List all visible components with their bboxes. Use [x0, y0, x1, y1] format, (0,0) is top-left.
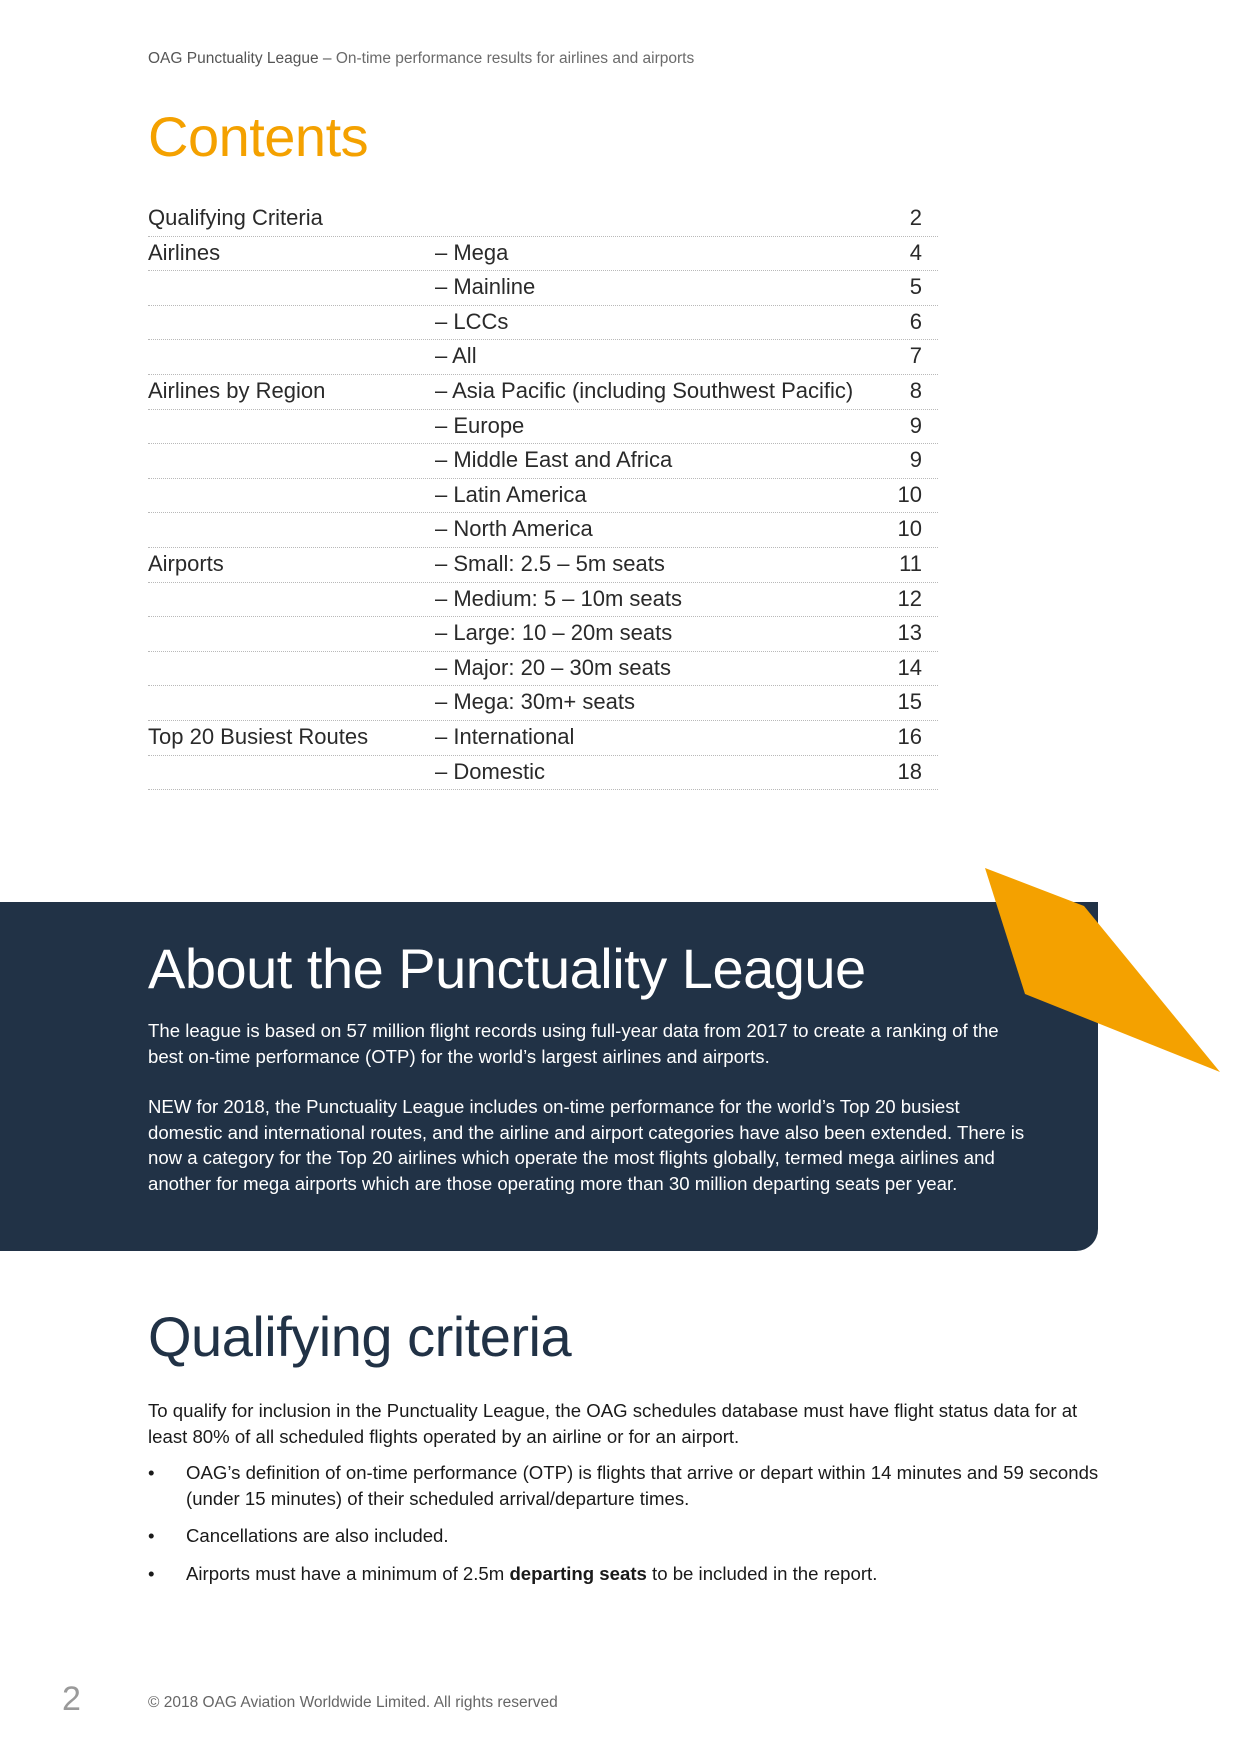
header-title: OAG Punctuality League: [148, 50, 319, 67]
toc-subsection: – All: [435, 343, 477, 369]
toc-subsection: – Middle East and Africa: [435, 447, 673, 473]
bullet: •: [148, 1562, 155, 1584]
list-item-text: Cancellations are also included.: [186, 1525, 449, 1547]
toc-page-number: 9: [909, 412, 922, 438]
list-item-text-post: to be included in the report.: [646, 1562, 878, 1584]
toc-page-number: 18: [897, 758, 922, 784]
toc-row[interactable]: [148, 513, 938, 548]
list-item-text: OAG’s definition of on-time performance (OTP) is flights that arrive or depart within 14 minutes and 59 seconds (under 15 minutes) of their scheduled arrival/departure times.: [186, 1462, 1099, 1509]
toc-page-number: 8: [909, 377, 922, 403]
toc-row[interactable]: [148, 410, 938, 445]
toc-subsection: – Large: 10 – 20m seats: [435, 620, 673, 646]
about-title: About the Punctuality League: [148, 937, 866, 1000]
toc-page-number: 2: [909, 205, 922, 230]
toc-page-number: 15: [897, 689, 922, 715]
toc-page-number: 10: [897, 516, 922, 542]
list-item-text-pre: Airports must have a minimum of 2.5m: [186, 1562, 510, 1584]
toc-row[interactable]: [148, 237, 938, 272]
toc-row[interactable]: [148, 479, 938, 514]
contents-title: Contents: [148, 105, 369, 168]
toc-page-number: 12: [897, 585, 922, 611]
toc-row[interactable]: [148, 756, 938, 791]
toc-page-number: 13: [897, 620, 922, 646]
toc-subsection: – International: [435, 723, 575, 749]
list-item: [148, 1523, 1108, 1549]
toc-row[interactable]: [148, 375, 938, 410]
toc-subsection: – Major: 20 – 30m seats: [435, 654, 672, 680]
about-paragraph-1: The league is based on 57 million flight records using full-year data from 2017 to create a ranking of the best on-time performance (OTP) for the world’s largest airlines and airports.: [148, 1020, 999, 1067]
toc-page-number: 4: [909, 239, 922, 265]
toc-section: Airlines by Region: [148, 377, 326, 403]
toc-subsection: – Asia Pacific (including Southwest Pacific): [435, 377, 854, 403]
toc-subsection: – Mega: 30m+ seats: [435, 689, 635, 715]
toc-section: Airlines: [148, 239, 221, 265]
table-of-contents: [148, 202, 938, 790]
list-item: [148, 1460, 1108, 1511]
toc-page-number: 16: [897, 723, 922, 749]
toc-row[interactable]: [148, 202, 938, 237]
qualifying-title: Qualifying criteria: [148, 1305, 572, 1368]
running-header: [148, 50, 694, 68]
toc-section: Qualifying Criteria: [148, 205, 323, 230]
header-subtitle: On-time performance results for airlines and airports: [335, 50, 695, 67]
bullet: •: [148, 1525, 155, 1547]
toc-subsection: – Medium: 5 – 10m seats: [435, 585, 683, 611]
toc-subsection: – LCCs: [435, 308, 509, 334]
toc-row[interactable]: [148, 340, 938, 375]
toc-subsection: – Mainline: [435, 274, 536, 300]
toc-page-number: 9: [909, 447, 922, 473]
toc-row[interactable]: [148, 617, 938, 652]
header-separator: –: [318, 50, 336, 67]
about-paragraph-2: NEW for 2018, the Punctuality League includes on-time performance for the world’s Top 20 busiest domestic and international routes, and the airline and airport categories have also been extended. There is now a category for the Top 20 airlines which operate the most flights globally, termed mega airlines and another for mega airports which are those operating more than 30 million departing seats per year.: [148, 1096, 1025, 1194]
toc-subsection: – Latin America: [435, 481, 587, 507]
toc-row[interactable]: [148, 306, 938, 341]
page-number: 2: [62, 1680, 81, 1718]
toc-page-number: 11: [899, 550, 922, 576]
toc-row[interactable]: [148, 686, 938, 721]
toc-section: Top 20 Busiest Routes: [148, 723, 369, 749]
toc-row[interactable]: [148, 548, 938, 583]
list-item-text-bold: departing seats: [509, 1562, 647, 1584]
toc-page-number: 6: [909, 308, 922, 334]
toc-row[interactable]: [148, 652, 938, 687]
toc-row[interactable]: [148, 721, 938, 756]
toc-page-number: 10: [897, 481, 922, 507]
toc-page-number: 14: [897, 654, 922, 680]
toc-page-number: 7: [909, 343, 922, 369]
toc-subsection: – Mega: [435, 239, 509, 265]
toc-row[interactable]: [148, 271, 938, 306]
list-item: [148, 1561, 1108, 1587]
toc-subsection: – North America: [435, 516, 593, 542]
toc-section: Airports: [148, 550, 224, 576]
toc-subsection: – Europe: [435, 412, 525, 438]
toc-subsection: – Small: 2.5 – 5m seats: [435, 550, 665, 576]
toc-row[interactable]: [148, 444, 938, 479]
orange-chevron-graphic: [980, 860, 1220, 1080]
toc-page-number: 5: [909, 274, 922, 300]
bullet: •: [148, 1462, 155, 1483]
qualifying-list: [148, 1460, 1108, 1598]
toc-row[interactable]: [148, 583, 938, 618]
qualifying-intro: To qualify for inclusion in the Punctuality League, the OAG schedules database must have flight status data for at least 80% of all scheduled flights operated by an airline or for an airport.: [148, 1400, 1078, 1447]
copyright-notice: © 2018 OAG Aviation Worldwide Limited. All rights reserved: [148, 1694, 558, 1711]
toc-subsection: – Domestic: [435, 758, 546, 784]
